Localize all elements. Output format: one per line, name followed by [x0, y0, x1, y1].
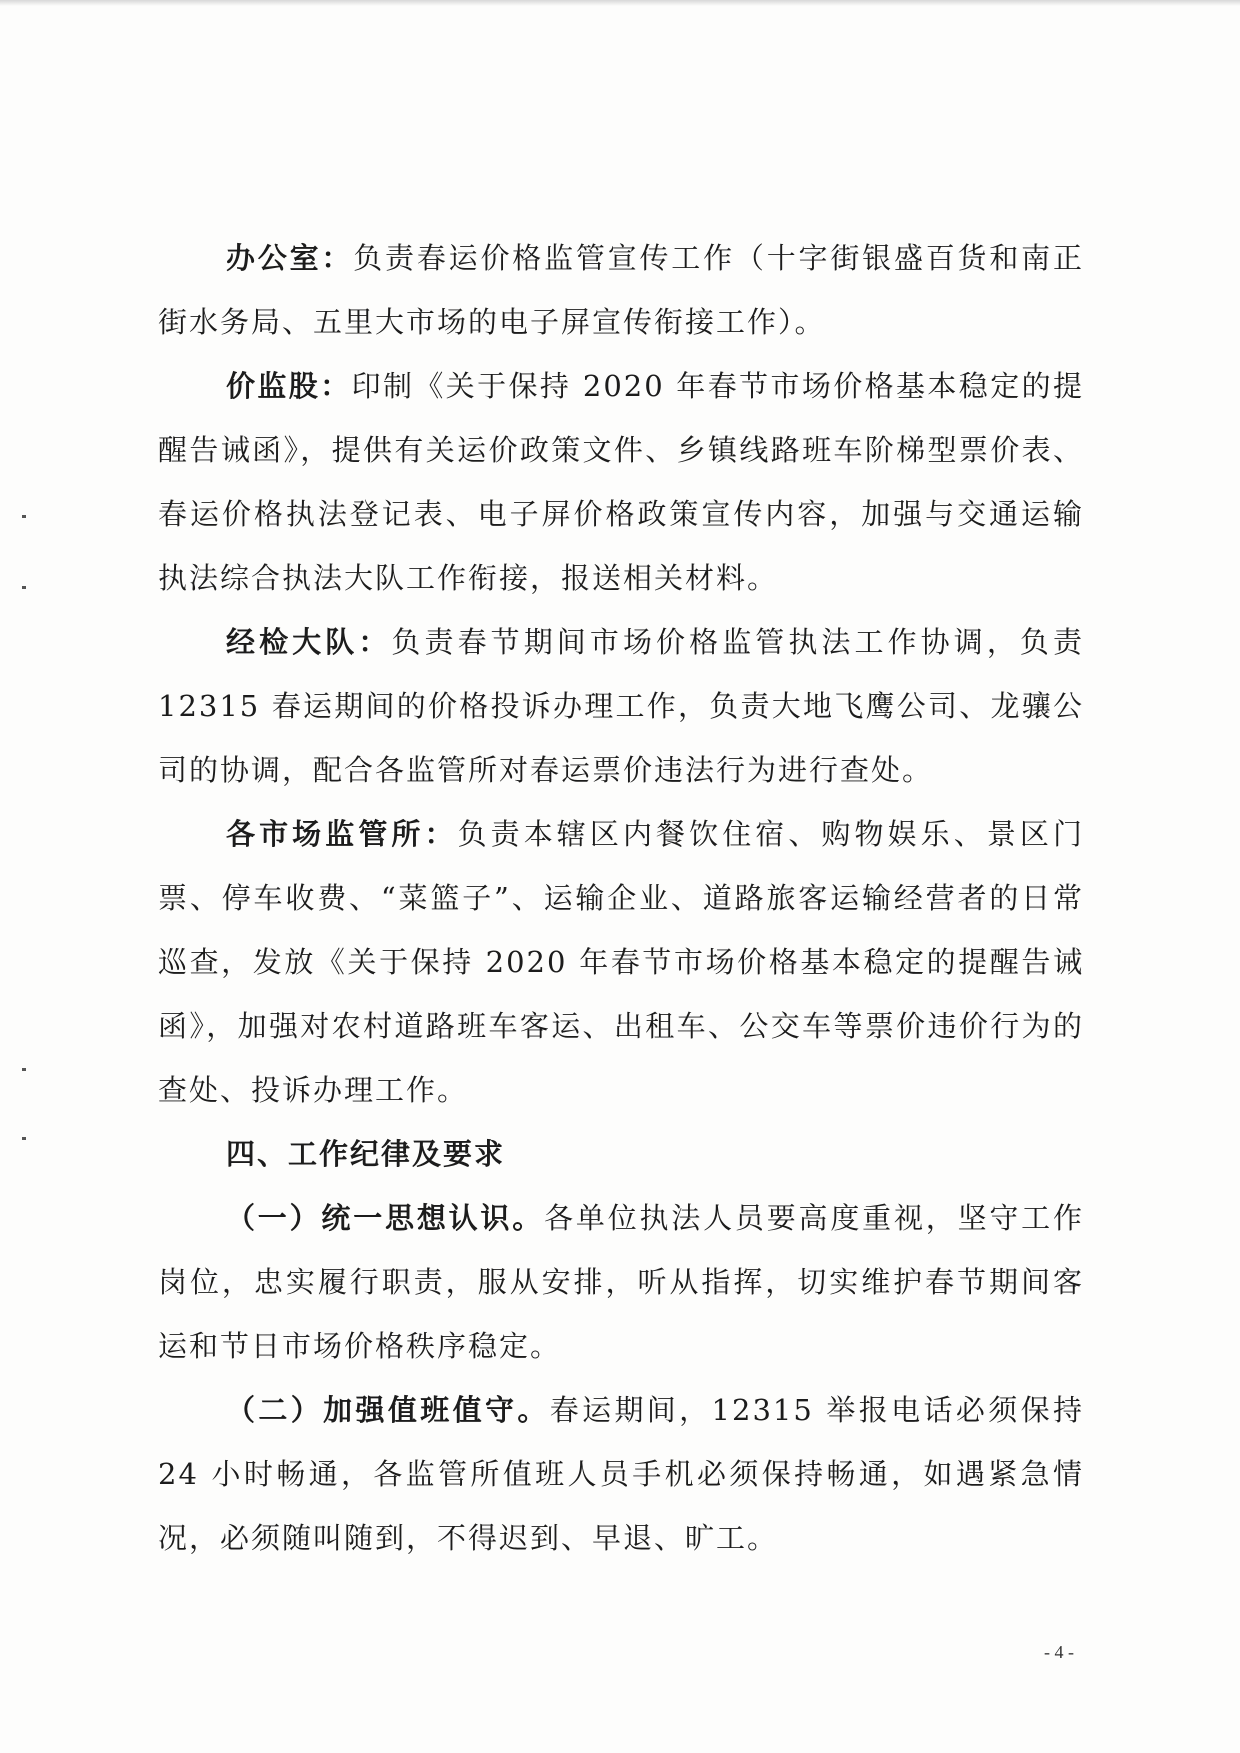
paragraph-lead: 办公室：: [226, 241, 354, 275]
paragraph-text: 负责本辖区内餐饮住宿、购物娱乐、景区门票、停车收费、“菜篮子”、运输企业、道路旅客运输经营者的日常巡查，发放《关于保持 2020 年春节市场价格基本稳定的提醒告诫函》，加强对农村道路班车客运、出租车、公交车等票价违价行为的查处、投诉办理工作。: [158, 817, 1084, 1107]
scan-top-edge: [0, 0, 1240, 6]
paragraph-text: 各单位执法人员要高度重视，坚守工作岗位，忠实履行职责，服从安排，听从指挥，切实维护春节期间客运和节日市场价格秩序稳定。: [158, 1201, 1084, 1363]
paragraph-text: 负责春运价格监管宣传工作（十字街银盛百货和南正街水务局、五里大市场的电子屏宣传衔接工作）。: [158, 241, 1084, 339]
paragraph-text: 负责春节期间市场价格监管执法工作协调，负责 12315 春运期间的价格投诉办理工作，负责大地飞鹰公司、龙骧公司的协调，配合各监管所对春运票价违法行为进行查处。: [158, 625, 1084, 787]
paragraph-requirement-1: [158, 1186, 1084, 1378]
paragraph-price: [158, 354, 1084, 610]
margin-mark: [22, 1137, 26, 1140]
paragraph-office: [158, 226, 1084, 354]
margin-mark: [22, 515, 26, 518]
paragraph-stations: [158, 802, 1084, 1122]
page-number: - 4 -: [1044, 1642, 1074, 1662]
paragraph-text: 印制《关于保持 2020 年春节市场价格基本稳定的提醒告诫函》，提供有关运价政策文件、乡镇线路班车阶梯型票价表、春运价格执法登记表、电子屏价格政策宣传内容，加强与交通运输执法综合执法大队工作衔接，报送相关材料。: [158, 369, 1084, 595]
paragraph-lead: （二）加强值班值守。: [226, 1393, 550, 1427]
paragraph-lead: （一）统一思想认识。: [226, 1201, 545, 1235]
document-body: [158, 226, 1084, 1570]
paragraph-requirement-2: [158, 1378, 1084, 1570]
paragraph-inspection: [158, 610, 1084, 802]
section-heading: 四、工作纪律及要求: [226, 1137, 506, 1171]
paragraph-lead: 经检大队：: [226, 625, 392, 659]
margin-mark: [22, 586, 26, 589]
margin-mark: [22, 1068, 26, 1071]
paragraph-lead: 价监股：: [226, 369, 352, 403]
paragraph-lead: 各市场监管所：: [226, 817, 458, 851]
paragraph-text: 春运期间，12315 举报电话必须保持 24 小时畅通，各监管所值班人员手机必须保持畅通，如遇紧急情况，必须随叫随到，不得迟到、早退、旷工。: [158, 1393, 1084, 1555]
